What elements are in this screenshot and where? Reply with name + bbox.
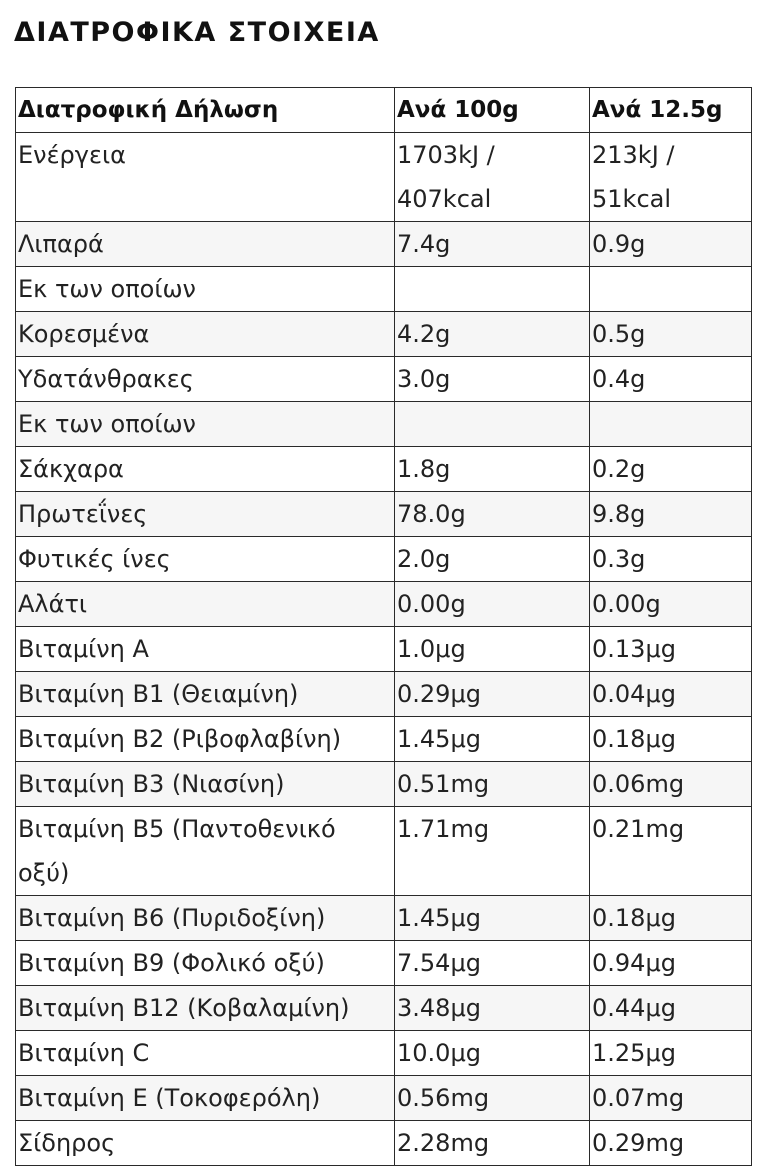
nutrition-table	[15, 87, 752, 1166]
nutrient-name-cell: Βιταμίνη B6 (Πυριδοξίνη)	[16, 896, 395, 941]
nutrient-name-cell: Βιταμίνη B2 (Ριβοφλαβίνη)	[16, 717, 395, 762]
per-100g-cell: 4.2g	[395, 312, 590, 357]
per-portion-cell: 0.00g	[590, 582, 752, 627]
per-portion-cell: 0.06mg	[590, 762, 752, 807]
per-100g-cell: 1.45μg	[395, 896, 590, 941]
nutrient-name-cell: Βιταμίνη A	[16, 627, 395, 672]
per-100g-cell: 3.0g	[395, 357, 590, 402]
page-title: ΔΙΑΤΡΟΦΙΚΑ ΣΤΟΙΧΕΙΑ	[14, 17, 380, 48]
per-portion-cell: 213kJ / 51kcal	[590, 133, 752, 222]
table-row	[16, 582, 752, 627]
table-row	[16, 222, 752, 267]
nutrient-name-cell: Αλάτι	[16, 582, 395, 627]
table-row	[16, 402, 752, 447]
table-row	[16, 717, 752, 762]
table-row	[16, 896, 752, 941]
per-portion-cell: 9.8g	[590, 492, 752, 537]
nutrient-name-cell: Βιταμίνη E (Τοκοφερόλη)	[16, 1076, 395, 1121]
table-header-row	[16, 88, 752, 133]
nutrient-name-cell: Βιταμίνη B5 (Παντοθενικό οξύ)	[16, 807, 395, 896]
per-portion-cell: 0.29mg	[590, 1121, 752, 1166]
per-100g-cell: 7.54μg	[395, 941, 590, 986]
header-per-portion: Ανά 12.5g	[590, 88, 752, 133]
per-portion-cell: 0.18μg	[590, 896, 752, 941]
per-portion-cell: 0.5g	[590, 312, 752, 357]
table-body	[16, 133, 752, 1166]
header-per-100g: Ανά 100g	[395, 88, 590, 133]
per-100g-cell: 3.48μg	[395, 986, 590, 1031]
per-100g-cell	[395, 402, 590, 447]
table-row	[16, 1121, 752, 1166]
per-portion-cell	[590, 267, 752, 312]
nutrient-name-cell: Πρωτεΐνες	[16, 492, 395, 537]
per-100g-cell: 1.0μg	[395, 627, 590, 672]
nutrient-name-cell: Εκ των οποίων	[16, 402, 395, 447]
per-portion-cell: 0.18μg	[590, 717, 752, 762]
per-100g-cell: 0.00g	[395, 582, 590, 627]
table-row	[16, 312, 752, 357]
per-100g-cell: 1.8g	[395, 447, 590, 492]
table-row	[16, 807, 752, 896]
per-portion-cell: 0.13μg	[590, 627, 752, 672]
per-portion-cell: 0.04μg	[590, 672, 752, 717]
nutrient-name-cell: Εκ των οποίων	[16, 267, 395, 312]
nutrient-name-cell: Βιταμίνη B9 (Φολικό οξύ)	[16, 941, 395, 986]
table-row	[16, 627, 752, 672]
table-row	[16, 537, 752, 582]
per-portion-cell: 0.4g	[590, 357, 752, 402]
per-100g-cell: 2.28mg	[395, 1121, 590, 1166]
table-row	[16, 1076, 752, 1121]
header-nutrient: Διατροφική Δήλωση	[16, 88, 395, 133]
per-portion-cell: 0.2g	[590, 447, 752, 492]
table-row	[16, 267, 752, 312]
nutrient-name-cell: Υδατάνθρακες	[16, 357, 395, 402]
nutrient-name-cell: Κορεσμένα	[16, 312, 395, 357]
per-portion-cell: 0.44μg	[590, 986, 752, 1031]
per-100g-cell	[395, 267, 590, 312]
table-row	[16, 941, 752, 986]
per-100g-cell: 78.0g	[395, 492, 590, 537]
nutrient-name-cell: Σίδηρος	[16, 1121, 395, 1166]
table-row	[16, 672, 752, 717]
nutrient-name-cell: Σάκχαρα	[16, 447, 395, 492]
per-100g-cell: 0.56mg	[395, 1076, 590, 1121]
nutrient-name-cell: Ενέργεια	[16, 133, 395, 222]
nutrient-name-cell: Φυτικές ίνες	[16, 537, 395, 582]
table-row	[16, 447, 752, 492]
table-row	[16, 986, 752, 1031]
nutrient-name-cell: Βιταμίνη B3 (Νιασίνη)	[16, 762, 395, 807]
table-row	[16, 492, 752, 537]
per-portion-cell: 0.9g	[590, 222, 752, 267]
per-portion-cell: 0.94μg	[590, 941, 752, 986]
nutrient-name-cell: Λιπαρά	[16, 222, 395, 267]
per-100g-cell: 0.51mg	[395, 762, 590, 807]
table-row	[16, 133, 752, 222]
per-portion-cell: 0.21mg	[590, 807, 752, 896]
per-portion-cell	[590, 402, 752, 447]
per-100g-cell: 0.29μg	[395, 672, 590, 717]
per-100g-cell: 1703kJ / 407kcal	[395, 133, 590, 222]
per-100g-cell: 10.0μg	[395, 1031, 590, 1076]
per-portion-cell: 0.07mg	[590, 1076, 752, 1121]
per-100g-cell: 1.45μg	[395, 717, 590, 762]
table-row	[16, 357, 752, 402]
per-100g-cell: 1.71mg	[395, 807, 590, 896]
per-portion-cell: 1.25μg	[590, 1031, 752, 1076]
nutrient-name-cell: Βιταμίνη B1 (Θειαμίνη)	[16, 672, 395, 717]
per-100g-cell: 2.0g	[395, 537, 590, 582]
nutrient-name-cell: Βιταμίνη B12 (Κοβαλαμίνη)	[16, 986, 395, 1031]
per-portion-cell: 0.3g	[590, 537, 752, 582]
table-row	[16, 1031, 752, 1076]
nutrient-name-cell: Βιταμίνη C	[16, 1031, 395, 1076]
table-row	[16, 762, 752, 807]
per-100g-cell: 7.4g	[395, 222, 590, 267]
